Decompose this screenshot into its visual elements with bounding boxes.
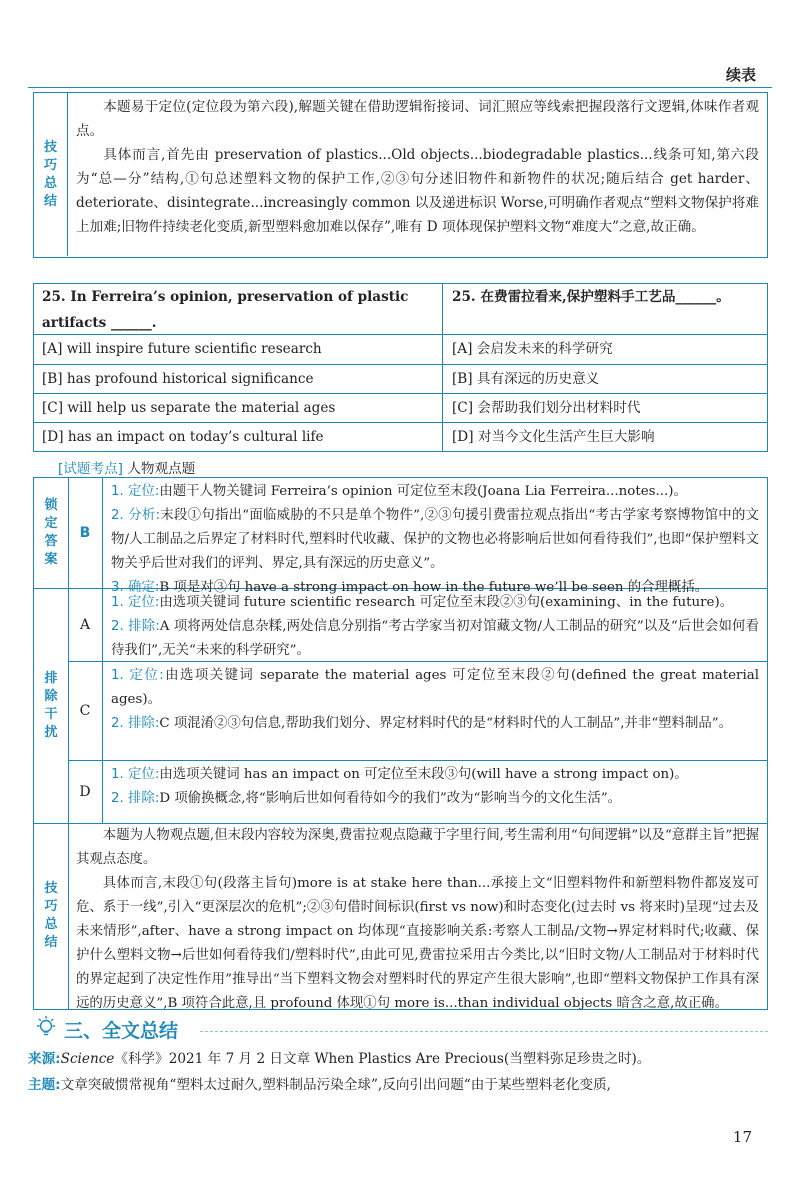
step-key: 3. 确定:: [111, 580, 160, 595]
test-point-tag: [试题考点]: [58, 461, 123, 477]
source-key: 来源:: [28, 1051, 61, 1067]
step-key: 1. 定位:: [111, 767, 160, 782]
option-b-zh: [B] 具有深远的历史意义: [452, 371, 600, 387]
tip2-paragraph-1: 本题为人物观点题,但末段内容较为深奥,费雷拉观点隐藏于字里行间,考生需利用“句间逻辑”以及“意群主旨”把握其观点态度。: [76, 828, 759, 867]
step-text: D 项偷换概念,将“影响后世如何看待如今的我们”改为“影响当今的文化生活”。: [159, 791, 622, 806]
exclude-c-body: [111, 664, 759, 736]
step-text: 由选项关键词 separate the material ages 可定位至末段②句(defined the great material ages)。: [111, 668, 760, 707]
exclude-label: 排除干扰: [44, 670, 58, 740]
tip-box-1: [33, 92, 768, 258]
question-divider: [442, 284, 443, 451]
option-d-en: [D] has an impact on today’s cultural life: [42, 429, 324, 445]
question-stem-en: 25. In Ferreira’s opinion, preservation of plastic artifacts ______.: [42, 289, 409, 331]
tip-text-2: [76, 824, 759, 1016]
col-line: [102, 478, 103, 823]
exclude-a-step-2: [111, 615, 759, 663]
row-line: [34, 393, 767, 394]
step-text: 由选项关键词 has an impact on 可定位至末段③句(will have a strong impact on)。: [159, 767, 688, 782]
theme-line: [28, 1072, 772, 1098]
theme-text: 文章突破惯常视角“塑料太过耐久,塑料制品污染全球”,反向引出问题“由于某些塑料老化变质,: [60, 1077, 611, 1093]
exclude-d-body: [111, 763, 759, 811]
page-number: 17: [732, 1128, 752, 1146]
section-header: [34, 1014, 178, 1044]
step-text: C 项混淆②③句信息,帮助我们划分、界定材料时代的是“材料时代的人工制品”,并非“塑料制品”。: [159, 716, 732, 731]
answer-letter: B: [79, 525, 91, 541]
step-text: 末段①句指出“面临威胁的不只是单个物件”,②③句援引费雷拉观点指出“考古学家考察博物馆中的文物/人工制品之后界定了材料时代,塑料时代收藏、保护的文物也必将影响后世如何看待我们”,也即“保护塑料文物关乎后世对我们的评判、界定,具有深远的历史意义”。: [111, 508, 759, 571]
option-c-en: [C] will help us separate the material ages: [42, 400, 336, 416]
section-title: 三、全文总结: [64, 1019, 179, 1042]
exclude-option-c: C: [79, 702, 91, 719]
option-a-en: [A] will inspire future scientific research: [42, 341, 322, 357]
tip1-paragraph-1: 本题易于定位(定位段为第六段),解题关键在借助逻辑衔接词、词汇照应等线索把握段落行文逻辑,体味作者观点。: [76, 99, 759, 139]
option-a-zh: [A] 会启发未来的科学研究: [452, 341, 613, 357]
row-line: [34, 364, 767, 365]
tip-label-1: 技巧总结: [34, 93, 68, 256]
option-d-zh: [D] 对当今文化生活产生巨大影响: [452, 429, 655, 445]
exclude-option-d: D: [79, 783, 91, 800]
lock-answer-label: 锁定答案: [44, 498, 58, 567]
exclude-d-step-2: [111, 787, 759, 811]
lock-step-1: [111, 480, 759, 504]
lock-body: [111, 480, 759, 600]
theme-key: 主题:: [28, 1077, 61, 1093]
tip-text-1: [76, 95, 759, 239]
step-key: 1. 定位:: [111, 484, 160, 499]
exclude-c-step-2: [111, 712, 759, 736]
analysis-grid: [33, 477, 768, 1010]
step-key: 1. 定位:: [111, 595, 160, 610]
lock-step-2: [111, 504, 759, 576]
exclude-a-step-1: [111, 591, 759, 615]
step-key: 2. 排除:: [111, 619, 160, 634]
bulb-icon: [34, 1014, 58, 1044]
col-line: [68, 823, 69, 1009]
question-stem-zh: 25. 在费雷拉看来,保护塑料手工艺品______。: [452, 289, 730, 305]
option-b-en: [B] has profound historical significance: [42, 371, 314, 387]
source-text: 《科学》2021 年 7 月 2 日文章 When Plastics Are Precious(当塑料弥足珍贵之时)。: [114, 1051, 651, 1067]
test-point-value: 人物观点题: [127, 461, 196, 477]
step-key: 2. 分析:: [111, 508, 161, 523]
continued-label: 续表: [725, 66, 756, 84]
exclude-d-step-1: [111, 763, 759, 787]
step-text: B 项是对③句 have a strong impact on how in the future we’ll be seen 的合理概括。: [159, 580, 709, 595]
header-rule: [28, 87, 772, 88]
tip2-paragraph-2: 具体而言,末段①句(段落主旨句)more is at stake here than...承接上文“旧塑料物件和新塑料物件都岌岌可危、系于一线”,引入“更深层次的危机”;②③句借时间标识(first vs now)和时态变化(过去时 vs 将来时)呈现“过去及未来情形”,after、have a strong impact on 均体现“直接影响关系:考察人工制品/文物→界定材料时代;收藏、保护什么塑料文物→后世如何看待我们/塑料时代”,由此可见,费雷拉采用古今类比,以“旧时文物/人工制品对于材料时代的界定起到了决定性作用”推导出“当下塑料文物会对塑料时代的界定产生很大影响”,也即“塑料文物保护工作具有深远的历史意义”,B 项符合此意,且 profound 体现①句 more is...than individual objects 暗含之意,故正确。: [76, 876, 759, 1011]
row-line: [34, 422, 767, 423]
step-key: 2. 排除:: [111, 716, 160, 731]
step-key: 1. 定位:: [111, 668, 164, 683]
exclude-a-body: [111, 591, 759, 663]
source-journal: Science: [60, 1051, 115, 1067]
step-text: 由题干人物关键词 Ferreira’s opinion 可定位至末段(Joana Lia Ferreira...notes...)。: [159, 484, 687, 499]
section-rule: [200, 1031, 768, 1032]
tip1-paragraph-2: 具体而言,首先由 preservation of plastics...Old objects...biodegradable plastics...线条可知,第六段为“总—分”结构,①句总述塑料文物的保护工作,②③句分述旧物件和新物件的状况;随后结合 get harder、deteriorate、disintegrate...increasingly common 以及递进标识 Worse,可明确作者观点“塑料文物保护将难上加难;旧物件持续老化变质,新型塑料愈加难以保存”,唯有 D 项体现保护塑料文物“难度大”之意,故正确。: [76, 147, 759, 235]
source-line: [28, 1046, 772, 1072]
step-text: A 项将两处信息杂糅,两处信息分别指“考古学家当初对馆藏文物/人工制品的研究”以及“后世会如何看待我们”,无关“未来的科学研究”。: [111, 619, 759, 658]
tip-label-2: 技巧总结: [44, 881, 58, 950]
exclude-option-a: A: [79, 616, 91, 633]
row-line: [68, 760, 767, 761]
question-table: [33, 283, 768, 452]
exclude-c-step-1: [111, 664, 759, 712]
step-text: 由选项关键词 future scientific research 可定位至末段②③句(examining、in the future)。: [159, 595, 734, 610]
option-c-zh: [C] 会帮助我们划分出材料时代: [452, 400, 641, 416]
step-key: 2. 排除:: [111, 791, 160, 806]
test-point: [58, 457, 195, 477]
